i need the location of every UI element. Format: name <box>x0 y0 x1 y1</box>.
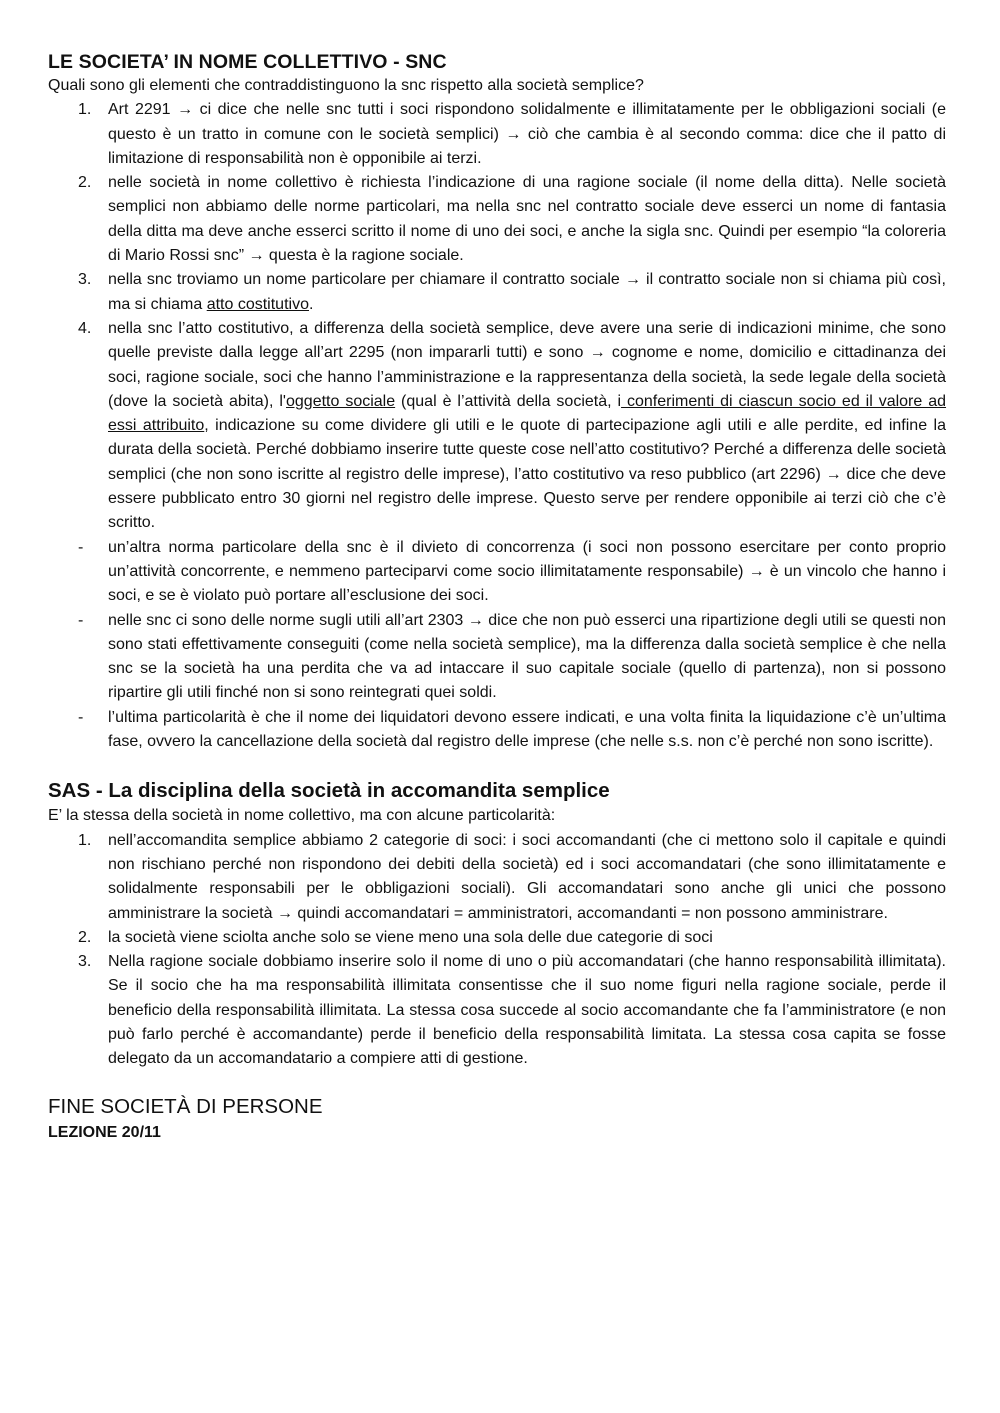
list-marker: 2. <box>78 928 92 946</box>
list-item-text: la società viene sciolta anche solo se viene meno una sola delle due categorie di soci <box>108 928 713 946</box>
list-item-text: un’altra norma particolare della snc è il divieto di concorrenza (i soci non possono esercitare per conto proprio un’attività concorrente, e nemmeno parteciparvi come socio illimitatamente responsabile) → è un vincolo che hanno i soci, e se è violato può portare all’esclusione dei soci. <box>108 538 946 605</box>
list-item-text: nella snc l’atto costitutivo, a differenza della società semplice, deve avere una serie di indicazioni minime, che sono quelle previste dalla legge all’art 2295 (non impararli tutti) e sono → cognome e nome, domicilio e cittadinanza dei soci, ragione sociale, soci che hanno l’amministrazione e la rappresentanza della società, la sede legale della società (dove la società abita), l' <box>108 319 946 410</box>
list-item-text-end: . <box>308 295 314 313</box>
list-item-text: nelle società in nome collettivo è richiesta l’indicazione di una ragione sociale (il nome della ditta). Nelle società semplici non abbiamo delle norme particolari, ma nella snc nel contratto sociale deve esserci un nome di fantasia della ditta ma deve anche esserci scritto il nome di uno dei soci, e anche la sigla snc. Quindi per esempio “la coloreria di Mario Rossi snc” → questa è la ragione sociale. <box>108 174 946 265</box>
section-end-title: FINE SOCIETÀ DI PERSONE <box>48 1094 323 1118</box>
list-item-text: Art 2291 → ci dice che nelle snc tutti i soci rispondono solidalmente e illimitatamente per le obbligazioni sociali (e questo è un tratto in comune con le società semplici) → ciò che cambia è al secondo comma: dice che il patto di limitazione di responsabilità non è opponibile ai terzi. <box>108 101 946 167</box>
list-item-text: Nella ragione sociale dobbiamo inserire solo il nome di uno o più accomandatari (che hanno responsabilità illimitata). Se il socio che ha ma responsabilità illimitata consentisse che il suo nome figuri nella ragione sociale, perde il beneficio della responsabilità illimitata. La stessa cosa succede al socio accomandante che fa l’amministratore (e non può farlo perché è accomandante) perde il beneficio della responsabilità limitata. La stessa cosa capita se fosse delegato da un accomandatario a compiere atti di gestione. <box>108 953 946 1068</box>
list-item-text: nell’accomandita semplice abbiamo 2 categorie di soci: i soci accomandanti (che ci mettono solo il capitale e quindi non rischiano perché non rispondono dei debiti della società) ed i soci accomandatari (che sono illimitatamente e solidalmente responsabili per le obbligazioni sociali). Gli accomandatari sono anche gli unici che possono amministrare la società → quindi accomandatari = amministratori, accomandanti = non possono amministrare. <box>108 831 946 922</box>
underlined-term: oggetto sociale <box>286 392 396 410</box>
list-marker: 2. <box>78 174 92 192</box>
underlined-term: conferimenti di ciascun socio ed il valore ad essi attribuito <box>108 392 947 435</box>
list-item <box>48 950 946 1071</box>
sas-intro: E’ la stessa della società in nome collettivo, ma con alcune particolarità: <box>48 807 556 825</box>
list-item-text: nelle snc ci sono delle norme sugli utili all’art 2303 → dice che non può esserci una ripartizione degli utili se questi non sono stati effettivamente conseguiti (come nella società semplice), ma la differenza dalla società semplice è che nella snc se la società ha una perdita che va ad intaccare il suo capitale sociale (quello di partenza), non si possono ripartire gli utili finché non si sono reintegrati quei soldi. <box>108 611 946 702</box>
list-item <box>48 171 946 268</box>
list-item <box>48 268 946 317</box>
snc-intro: Quali sono gli elementi che contraddistinguono la snc rispetto alla società semplice? <box>48 77 644 94</box>
list-item <box>48 536 946 609</box>
sas-heading: SAS - La disciplina della società in accomandita semplice <box>48 779 610 803</box>
list-marker: 3. <box>78 953 92 971</box>
list-marker: - <box>78 538 84 556</box>
list-marker: 3. <box>78 271 92 289</box>
list-marker: - <box>78 611 84 629</box>
list-item-text: , indicazione su come dividere gli utili e le quote di partecipazione agli utili e alle perdite, ed infine la durata della società. Perché dobbiamo inserire tutte queste cose nell’atto costitutivo? Perché a differenza delle società semplici (che non sono iscritte al registro delle imprese), l’atto costitutivo va reso pubblico (art 2296) → dice che deve essere pubblicato entro 30 giorni nel registro delle imprese. Questo serve per rendere opponibile ai terzi ciò che c’è scritto. <box>108 417 947 532</box>
sas-list <box>48 829 946 1072</box>
list-marker: 1. <box>78 831 92 849</box>
list-marker: 1. <box>78 101 92 119</box>
list-item-text: nella snc troviamo un nome particolare per chiamare il contratto sociale → il contratto sociale non si chiama più così, ma si chiama <box>108 271 946 313</box>
list-item <box>48 317 946 536</box>
list-item <box>48 829 946 926</box>
list-item <box>48 98 946 171</box>
list-item <box>48 926 946 950</box>
list-item <box>48 609 946 706</box>
list-item-text: (qual è l’attività della società, i <box>395 392 622 410</box>
list-item-text: l’ultima particolarità è che il nome dei liquidatori devono essere indicati, e una volta finita la liquidazione c’è un’ultima fase, ovvero la cancellazione della società dal registro delle imprese (che nelle s.s. non c’è perché non sono iscritte). <box>108 708 946 751</box>
list-marker: - <box>78 708 84 726</box>
list-item <box>48 706 946 755</box>
snc-heading: LE SOCIETA’ IN NOME COLLETTIVO - SNC <box>48 51 447 73</box>
lesson-label: LEZIONE 20/11 <box>48 1123 161 1141</box>
underlined-term: atto costitutivo <box>206 295 309 313</box>
list-marker: 4. <box>78 319 92 337</box>
snc-list <box>48 98 946 754</box>
